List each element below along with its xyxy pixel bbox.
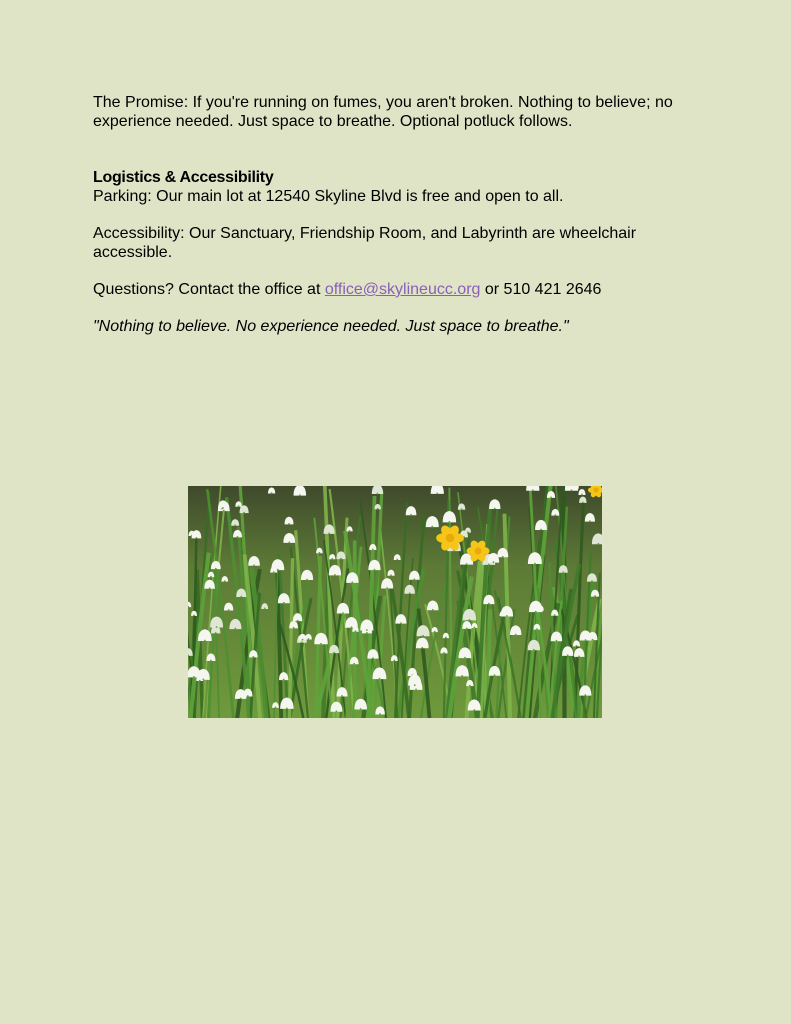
logistics-heading: Logistics & Accessibility	[93, 169, 274, 186]
parking-info: Parking: Our main lot at 12540 Skyline Blvd is free and open to all.	[93, 188, 564, 205]
promise-paragraph: The Promise: If you're running on fumes, you aren't broken. Nothing to believe; no experience needed. Just space to breathe. Optional potluck follows.	[93, 94, 673, 130]
email-link[interactable]: office@skylineucc.org	[324, 281, 481, 298]
logistics-section	[93, 168, 693, 336]
closing-quote: "Nothing to believe. No experience needed. Just space to breathe."	[93, 318, 569, 335]
contact-phone: or 510 421 2646	[480, 281, 602, 298]
contact-prefix: Questions? Contact the office at	[93, 281, 325, 298]
contact-info	[93, 280, 693, 299]
flower-photo	[188, 486, 602, 718]
accessibility-info: Accessibility: Our Sanctuary, Friendship Room, and Labyrinth are wheelchair accessible.	[93, 225, 637, 261]
